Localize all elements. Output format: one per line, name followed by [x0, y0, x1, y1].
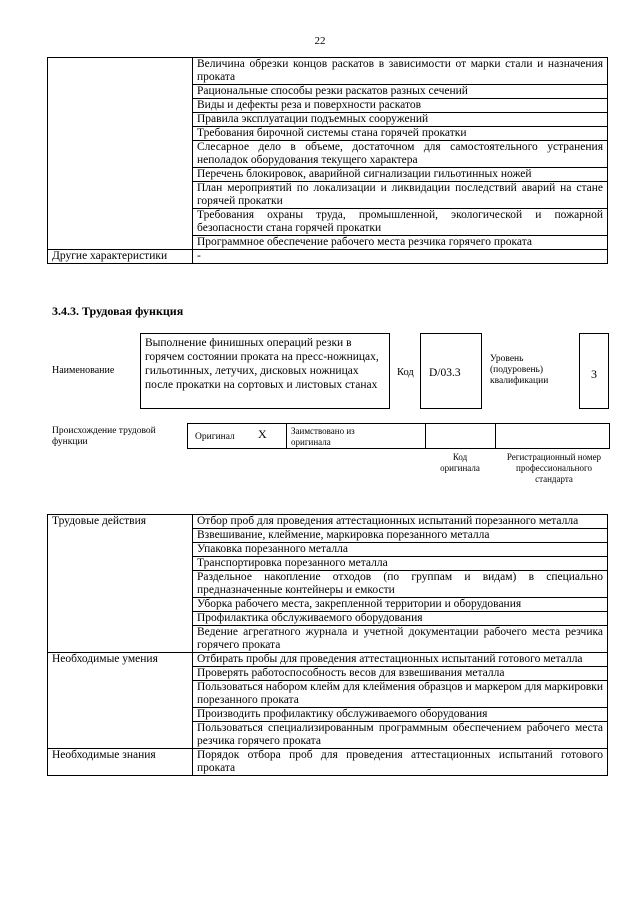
requirement-item: Рациональные способы резки раскатов разных сечений [193, 85, 608, 99]
group-item: Уборка рабочего места, закрепленной территории и оборудования [193, 598, 608, 612]
group-item: Упаковка порезанного металла [193, 543, 608, 557]
origin-row [187, 423, 610, 449]
requirement-item: Виды и дефекты реза и поверхности раскатов [193, 99, 608, 113]
original-mark: X [258, 427, 267, 441]
requirement-item: План мероприятий по локализации и ликвидации последствий аварий на стане горячей прокатки [193, 182, 608, 209]
requirement-item: Требования бирочной системы стана горячей прокатки [193, 127, 608, 141]
group-item: Порядок отбора проб для проведения аттестационных испытаний готового проката [193, 749, 608, 776]
continuation-label-cell [48, 58, 193, 250]
top-characteristics-table [47, 57, 608, 264]
group-item: Производить профилактику обслуживаемого оборудования [193, 708, 608, 722]
table-row [48, 749, 608, 776]
group-label: Необходимые умения [48, 653, 193, 749]
level-label: Уровень (подуровень) квалификации [490, 354, 549, 386]
table-row [48, 58, 608, 85]
group-label: Трудовые действия [48, 515, 193, 653]
group-item: Отбирать пробы для проведения аттестационных испытаний готового металла [193, 653, 608, 667]
group-item: Взвешивание, клеймение, маркировка порезанного металла [193, 529, 608, 543]
requirement-item: Перечень блокировок, аварийной сигнализации гильотинных ножей [193, 168, 608, 182]
group-item: Проверять работоспособность весов для взвешивания металла [193, 667, 608, 681]
group-item: Пользоваться набором клейм для клеймения образцов и маркером для маркировки порезанного проката [193, 681, 608, 708]
code-original-label: Код оригинала [440, 452, 480, 473]
name-label: Наименование [52, 365, 115, 376]
level-box: 3 [579, 333, 609, 409]
table-row [48, 653, 608, 667]
code-box: D/03.3 [420, 333, 482, 409]
requirement-item: Правила эксплуатации подъемных сооружений [193, 113, 608, 127]
group-item: Ведение агрегатного журнала и учетной документации рабочего места резчика горячего проката [193, 626, 608, 653]
origin-label: Происхождение трудовой функции [52, 426, 156, 447]
code-label: Код [397, 367, 414, 378]
requirement-item: Величина обрезки концов раскатов в зависимости от марки стали и назначения проката [193, 58, 608, 85]
original-label: Оригинал [195, 432, 235, 442]
section-title: 3.4.3. Трудовая функция [52, 304, 184, 318]
other-characteristics-label: Другие характеристики [48, 250, 193, 264]
labour-function-table [47, 514, 608, 776]
borrowed-label: Заимствовано из оригинала [291, 426, 355, 447]
group-label: Необходимые знания [48, 749, 193, 776]
reg-number-label: Регистрационный номер профессионального стандарта [506, 452, 602, 484]
table-row [48, 250, 608, 264]
group-item: Транспортировка порезанного металла [193, 557, 608, 571]
other-characteristics-value: - [193, 250, 608, 264]
group-item: Профилактика обслуживаемого оборудования [193, 612, 608, 626]
group-item: Отбор проб для проведения аттестационных испытаний порезанного металла [193, 515, 608, 529]
group-item: Пользоваться специализированным программным обеспечением рабочего места резчика горячего проката [193, 722, 608, 749]
table-row [48, 515, 608, 529]
requirement-item: Слесарное дело в объеме, достаточном для самостоятельного устранения неполадок оборудования текущего характера [193, 141, 608, 168]
group-item: Раздельное накопление отходов (по группам и видам) в специально предназначенные контейнеры и емкости [193, 571, 608, 598]
requirement-item: Программное обеспечение рабочего места резчика горячего проката [193, 236, 608, 250]
requirement-item: Требования охраны труда, промышленной, экологической и пожарной безопасности стана горячей прокатки [193, 209, 608, 236]
page-number: 22 [314, 35, 326, 47]
function-name-box: Выполнение финишных операций резки в горячем состоянии проката на пресс-ножницах, гильотинных, летучих, дисковых ножницах после прокатки на сортовых и листовых станах [140, 333, 390, 409]
